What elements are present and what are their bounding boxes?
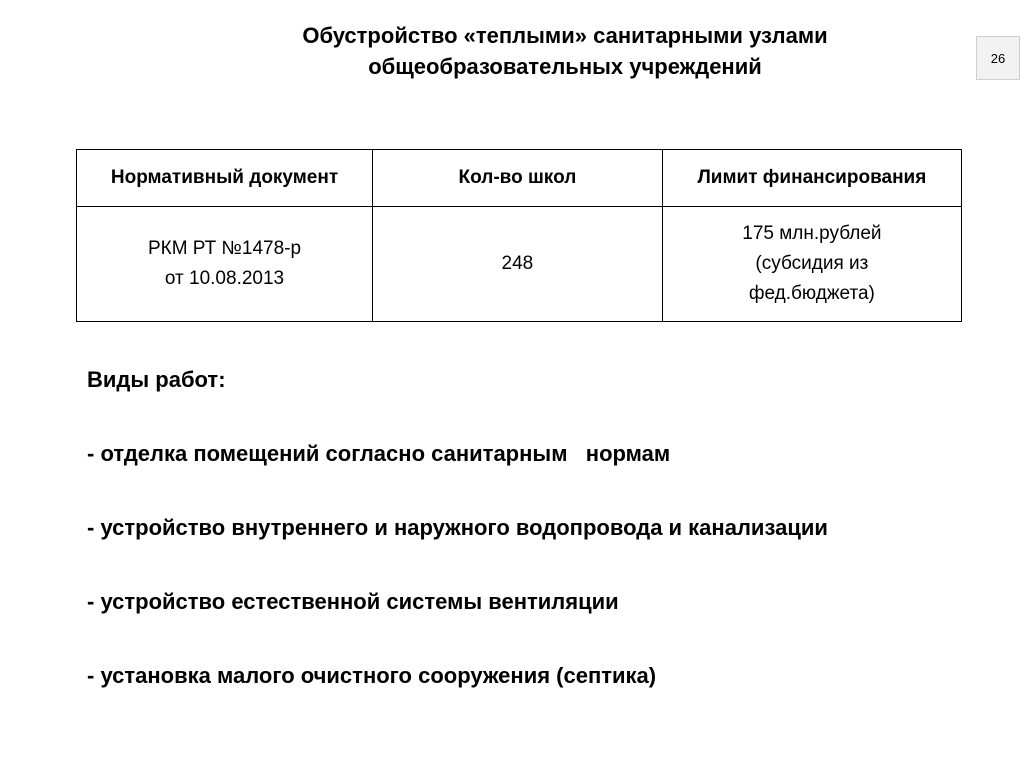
list-item: - установка малого очистного сооружения (септика) [87,663,657,688]
list-item: - отделка помещений согласно санитарным нормам [87,441,671,466]
header-schools-count: Кол-во школ [373,150,663,207]
limit-note-line-1: (субсидия из [755,253,869,274]
cell-document [77,207,373,322]
page-number-badge: 26 [976,36,1020,80]
financing-table [76,149,962,322]
works-list [87,436,987,694]
list-item: - устройство естественной системы вентиляции [87,589,619,614]
document-date: от 10.08.2013 [164,268,285,289]
slide-title-line-2: общеобразовательных учреждений [368,54,762,79]
limit-note-line-2: фед.бюджета) [748,283,875,304]
header-document: Нормативный документ [77,150,373,207]
cell-schools-count: 248 [373,207,663,322]
limit-amount: 175 млн.рублей [742,223,882,244]
document-number: РКМ РТ №1478-р [147,238,302,259]
cell-financing-limit [662,207,961,322]
header-financing-limit: Лимит финансирования [662,150,961,207]
table-row [77,207,962,322]
works-heading: Виды работ: [87,367,226,392]
list-item: - устройство внутреннего и наружного водопровода и канализации [87,515,828,540]
slide-title-line-1: Обустройство «теплыми» санитарными узлами [302,23,828,48]
slide-title [200,20,930,82]
table-header-row [77,150,962,207]
works-section [87,362,987,694]
